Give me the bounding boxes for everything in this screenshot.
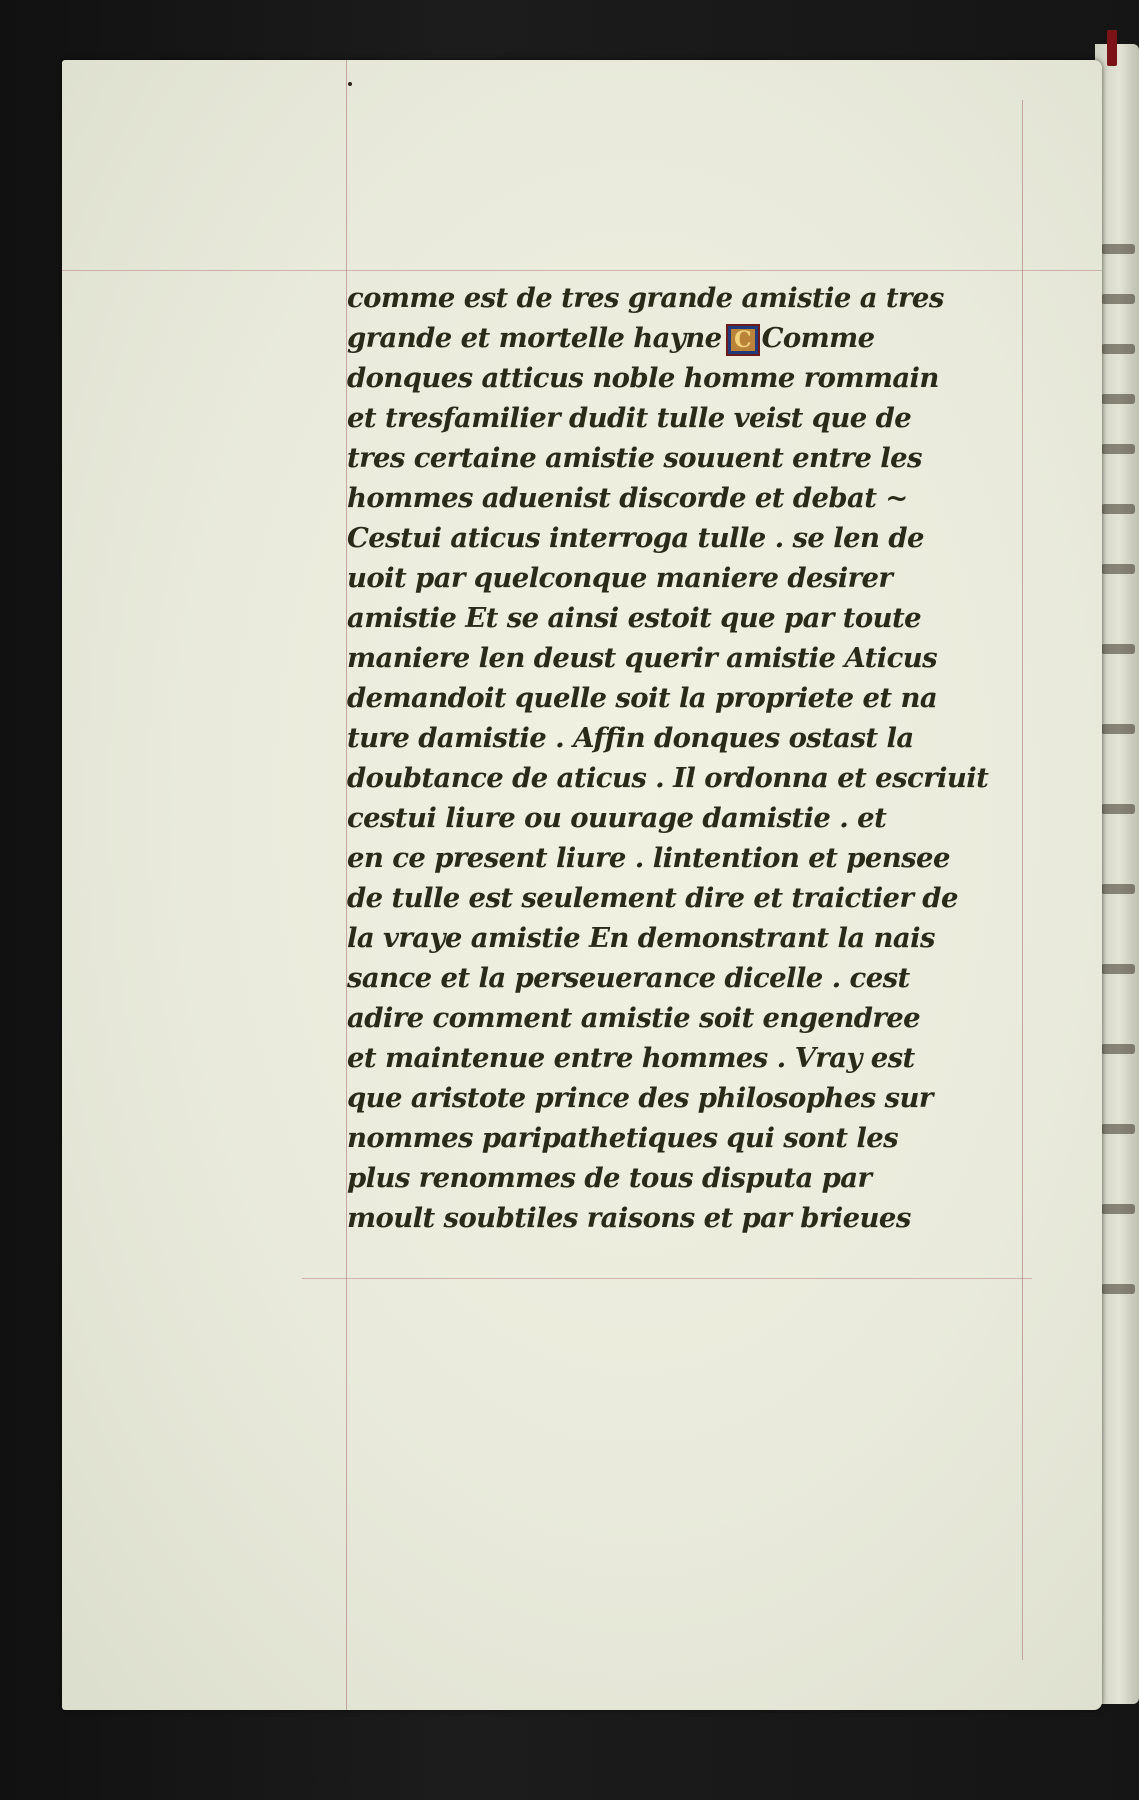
text-line: que aristote prince des philosophes sur: [347, 1082, 933, 1114]
text-line: moult soubtiles raisons et par brieues: [347, 1202, 911, 1234]
text-line: sance et la perseuerance dicelle . cest: [347, 962, 910, 994]
text-line: et tresfamilier dudit tulle veist que de: [347, 402, 912, 434]
text-line-start: grande et mortelle hayne: [347, 322, 722, 354]
text-line: nommes paripathetiques qui sont les: [347, 1122, 898, 1154]
text-line: Cestui aticus interroga tulle . se len de: [347, 522, 924, 554]
adjacent-text-trace: [1101, 644, 1135, 654]
adjacent-text-trace: [1101, 1204, 1135, 1214]
text-line: tres certaine amistie souuent entre les: [347, 442, 922, 474]
adjacent-text-trace: [1101, 1284, 1135, 1294]
adjacent-text-trace: [1101, 884, 1135, 894]
adjacent-text-trace: [1101, 964, 1135, 974]
text-block: [347, 278, 1047, 1238]
bottom-ruling-line: [302, 1278, 1032, 1279]
adjacent-text-trace: [1101, 804, 1135, 814]
text-line: cestui liure ou ouurage damistie . et: [347, 802, 887, 834]
text-line: adire comment amistie soit engendree: [347, 1002, 921, 1034]
adjacent-text-trace: [1101, 564, 1135, 574]
adjacent-text-trace: [1101, 1044, 1135, 1054]
text-line: en ce present liure . lintention et pensee: [347, 842, 950, 874]
illuminated-initial: C: [726, 324, 760, 356]
adjacent-text-trace: [1101, 244, 1135, 254]
text-line: uoit par quelconque maniere desirer: [347, 562, 893, 594]
pricking-mark: [348, 82, 352, 86]
text-line: comme est de tres grande amistie a tres: [347, 282, 944, 314]
text-line-tail: Comme: [761, 322, 875, 354]
adjacent-text-trace: [1101, 294, 1135, 304]
text-line: la vraye amistie En demonstrant la nais: [347, 922, 935, 954]
text-line: demandoit quelle soit la propriete et na: [347, 682, 938, 714]
binding-edge: [1107, 30, 1117, 66]
manuscript-page: [62, 60, 1102, 1710]
adjacent-text-trace: [1101, 444, 1135, 454]
text-line: doubtance de aticus . Il ordonna et escriuit: [347, 762, 989, 794]
text-line: hommes aduenist discorde et debat ~: [347, 482, 908, 514]
text-line: [347, 318, 1047, 358]
adjacent-text-trace: [1101, 394, 1135, 404]
text-line: donques atticus noble homme rommain: [347, 362, 939, 394]
text-line: et maintenue entre hommes . Vray est: [347, 1042, 915, 1074]
adjacent-text-trace: [1101, 504, 1135, 514]
text-line: plus renommes de tous disputa par: [347, 1162, 872, 1194]
text-line: amistie Et se ainsi estoit que par toute: [347, 602, 922, 634]
text-line: ture damistie . Affin donques ostast la: [347, 722, 914, 754]
text-line: de tulle est seulement dire et traictier de: [347, 882, 958, 914]
text-line: maniere len deust querir amistie Aticus: [347, 642, 938, 674]
top-ruling-line: [62, 270, 1102, 271]
adjacent-text-trace: [1101, 1124, 1135, 1134]
adjacent-text-trace: [1101, 344, 1135, 354]
adjacent-text-trace: [1101, 724, 1135, 734]
